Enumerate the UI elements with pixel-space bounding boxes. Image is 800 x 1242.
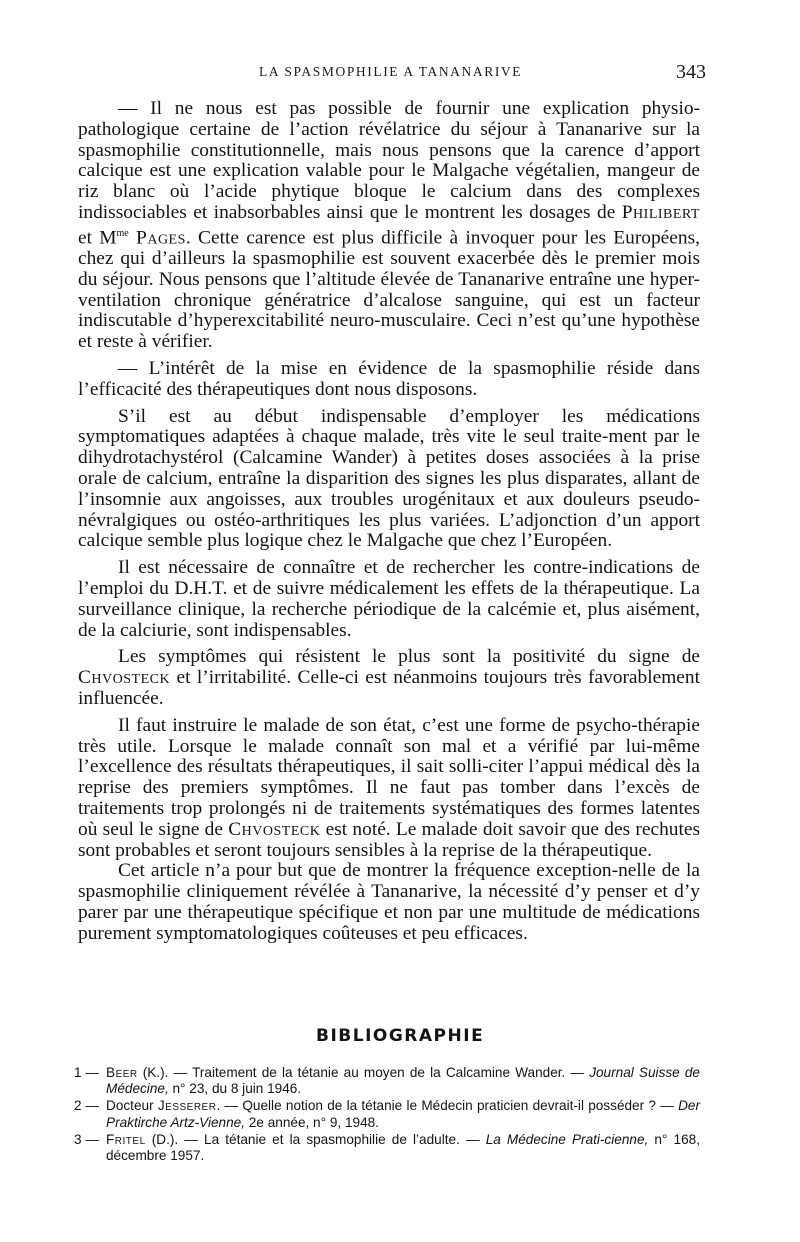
running-title: LA SPASMOPHILIE A TANANARIVE: [259, 64, 523, 79]
author-name: Pages: [136, 227, 186, 249]
bibliography-entry: 2 — Docteur Jesserer. — Quelle notion de la tétanie le Médecin praticien devrait-il posséder ? — Der Praktirche Artz-Vienne, 2e année, n° 9, 1948.: [74, 1098, 700, 1130]
bibliography-entry: 3 — Fritel (D.). — La tétanie et la spasmophilie de l’adulte. — La Médecine Prati-cienne, n° 168, décembre 1957.: [74, 1131, 700, 1164]
sign-name: Chvosteck: [228, 818, 321, 840]
entry-number: 3 —: [74, 1131, 99, 1147]
entry-journal: Journal Suisse de Médecine,: [106, 1065, 700, 1097]
article-body: [78, 99, 700, 951]
entry-title: La tétanie et la spasmophilie de l’adulte. —: [204, 1131, 486, 1147]
paragraph: — L’intérêt de la mise en évidence de la spasmophilie réside dans l’efficacité des thérapeutiques dont nous disposons.: [78, 358, 700, 400]
entry-journal: Der Praktirche Artz-Vienne,: [106, 1098, 700, 1130]
entry-journal: La Médecine Prati-cienne,: [485, 1131, 649, 1147]
entry-number: 1 —: [74, 1065, 99, 1080]
bibliography-heading: BIBLIOGRAPHIE: [316, 1026, 485, 1046]
author-name: Philibert: [621, 201, 700, 223]
page-number: 343: [676, 61, 706, 83]
paragraph: Les symptômes qui résistent le plus sont la positivité du signe de Chvosteck et l’irritabilité. Celle-ci est néanmoins toujours très favorablement influencée.: [78, 646, 700, 709]
entry-title: Traitement de la tétanie au moyen de la Calcamine Wander. —: [192, 1065, 590, 1080]
entry-title: Quelle notion de la tétanie le Médecin praticien devrait-il posséder ? —: [242, 1098, 679, 1114]
bibliography-entry: 1 — Beer (K.). — Traitement de la tétanie au moyen de la Calcamine Wander. — Journal Suisse de Médecine, n° 23, du 8 juin 1946.: [74, 1065, 700, 1097]
entry-author: Jesserer: [157, 1098, 217, 1114]
paragraph: Cet article n’a pour but que de montrer la fréquence exception-nelle de la spasmophilie cliniquement révélée à Tananarive, la nécessité d’y penser et d’y parer par une thérapeutique spécifique et non par une multitude de médications purement symptomatologiques coûteuses et peu efficaces.: [78, 860, 700, 944]
entry-number: 2 —: [74, 1098, 99, 1114]
entry-author: Beer: [106, 1065, 138, 1080]
paragraph: Il faut instruire le malade de son état, c’est une forme de psycho-thérapie très utile. Lorsque le malade connaît son mal et a vérifié par lui-même l’excellence des résultats thérapeutiques, il sait solli-citer l’appui médical dès la reprise des premiers symptômes. Il ne faut pas tomber dans l’excès de traitements trop prolongés ni de traitements systématiques des formes latentes où seul le signe de Chvosteck est noté. Le malade doit savoir que des rechutes sont probables et seront toujours sensibles à la reprise de la thérapeutique.: [78, 714, 700, 861]
entry-author: Fritel: [106, 1131, 146, 1147]
paragraph: — Il ne nous est pas possible de fournir une explication physio-pathologique certaine de l’action révélatrice du séjour à Tananarive sur la spasmophilie constitutionnelle, mais nous pensons que la carence d’apport calcique est une explication valable pour le Malgache végétalien, mangeur de riz blanc où l’acide phytique bloque le calcium dans des complexes indissociables et inabsorbables ainsi que le montrent les dosages de Philibert et $M^{me}$ Pages. Cette carence est plus difficile à invoquer pour les Européens, chez qui d’ailleurs la spasmophilie est souvent exacerbée dès le premier mois du séjour. Nous pensons que l’altitude élevée de Tananarive entraîne une hyper-ventilation chronique génératrice d’alcalose sanguine, qui est un facteur indiscutable d’hyperexcitabilité neuro-musculaire. Ceci n’est qu’une hypothèse et reste à vérifier.: [78, 98, 700, 353]
paragraph: Il est nécessaire de connaître et de rechercher les contre-indications de l’emploi du D.H.T. et de suivre médicalement les effets de la thérapeutique. La surveillance clinique, la recherche périodique de la calcémie et, plus aisément, de la calciurie, sont indispensables.: [78, 557, 700, 641]
bibliography-list: [74, 1065, 700, 1165]
paragraph: S’il est au début indispensable d’employer les médications symptomatiques adaptées à chaque malade, très vite le seul traite-ment par le dihydrotachystérol (Calcamine Wander) à petites doses associées à la prise orale de calcium, entraîne la disparition des signes les plus disparates, allant de l’insomnie aux angoisses, aux troubles urogénitaux et aux douleurs pseudo-névralgiques ou ostéo-arthritiques les plus variées. L’adjonction d’un apport calcique semble plus logique chez le Malgache que chez l’Européen.: [78, 405, 700, 552]
sign-name: Chvosteck: [78, 667, 171, 689]
